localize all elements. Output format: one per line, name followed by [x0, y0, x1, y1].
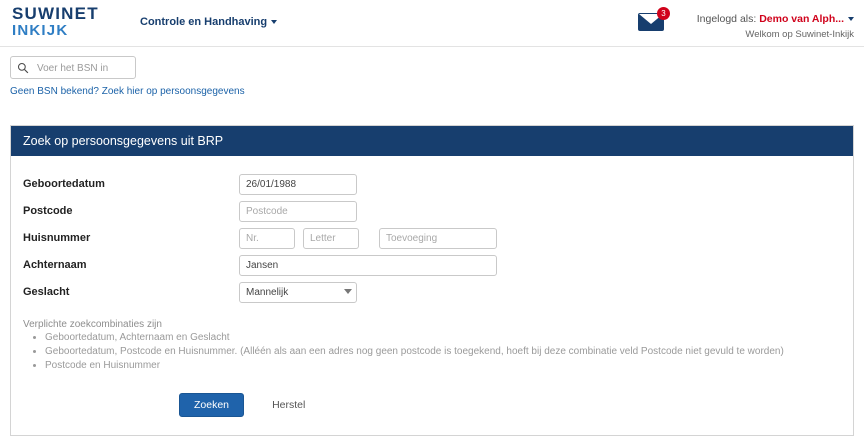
- search-by-person-data-link[interactable]: Geen BSN bekend? Zoek hier op persoonsgegevens: [10, 86, 245, 97]
- unread-badge: 3: [657, 7, 670, 20]
- label-postcode: Postcode: [23, 205, 73, 217]
- required-combinations-list: [11, 332, 853, 371]
- logged-in-user[interactable]: [697, 13, 854, 25]
- logged-in-name: Demo van Alph...: [759, 13, 844, 25]
- achternaam-input[interactable]: [239, 255, 497, 276]
- chevron-down-icon: [848, 17, 854, 21]
- herstel-button[interactable]: Herstel: [257, 393, 320, 417]
- list-item: • Geboortedatum, Postcode en Huisnummer. (Alléén als aan een adres nog geen postcode is toegekend, hoeft bij deze combinatie veld Postcode niet gevuld te worden): [45, 346, 853, 357]
- geslacht-select[interactable]: [239, 282, 357, 303]
- chevron-down-icon: [271, 20, 277, 24]
- nav-item-controle-en-handhaving[interactable]: [140, 16, 277, 28]
- huisnummer-letter-input[interactable]: [303, 228, 359, 249]
- bsn-search-row: [0, 56, 864, 97]
- huisnummer-toevoeging-input[interactable]: [379, 228, 497, 249]
- form-row-huisnummer: [11, 226, 853, 253]
- label-achternaam: Achternaam: [23, 259, 87, 271]
- logo-line-top: SUWINET: [12, 4, 99, 23]
- form-row-geboortedatum: [11, 172, 853, 199]
- postcode-input[interactable]: [239, 201, 357, 222]
- bsn-input[interactable]: [35, 58, 137, 79]
- zoeken-button[interactable]: Zoeken: [179, 393, 244, 417]
- geboortedatum-input[interactable]: [239, 174, 357, 195]
- bsn-search-box[interactable]: [10, 56, 136, 79]
- list-item: • Postcode en Huisnummer: [45, 360, 853, 371]
- list-item: • Geboortedatum, Achternaam en Geslacht: [45, 332, 853, 343]
- app-header: [0, 0, 864, 47]
- search-icon: [17, 62, 29, 74]
- panel-body: [11, 156, 853, 435]
- form-row-geslacht: [11, 280, 853, 307]
- form-actions: [179, 393, 853, 417]
- suwinet-logo: [12, 5, 99, 39]
- label-huisnummer: Huisnummer: [23, 232, 91, 244]
- messages-button[interactable]: [638, 10, 668, 34]
- logged-in-prefix: Ingelogd als:: [696, 13, 757, 25]
- required-combinations-title: Verplichte zoekcombinaties zijn: [23, 319, 162, 330]
- panel-title: Zoek op persoonsgegevens uit BRP: [11, 126, 853, 156]
- label-geslacht: Geslacht: [23, 286, 70, 298]
- logo-line-bottom: INKIJK: [12, 21, 69, 39]
- huisnummer-nr-input[interactable]: [239, 228, 295, 249]
- form-row-postcode: [11, 199, 853, 226]
- nav-item-label: Controle en Handhaving: [140, 16, 268, 28]
- form-row-achternaam: [11, 253, 853, 280]
- label-geboortedatum: Geboortedatum: [23, 178, 105, 190]
- welcome-text: Welkom op Suwinet-Inkijk: [745, 29, 854, 40]
- brp-search-panel: [10, 125, 854, 436]
